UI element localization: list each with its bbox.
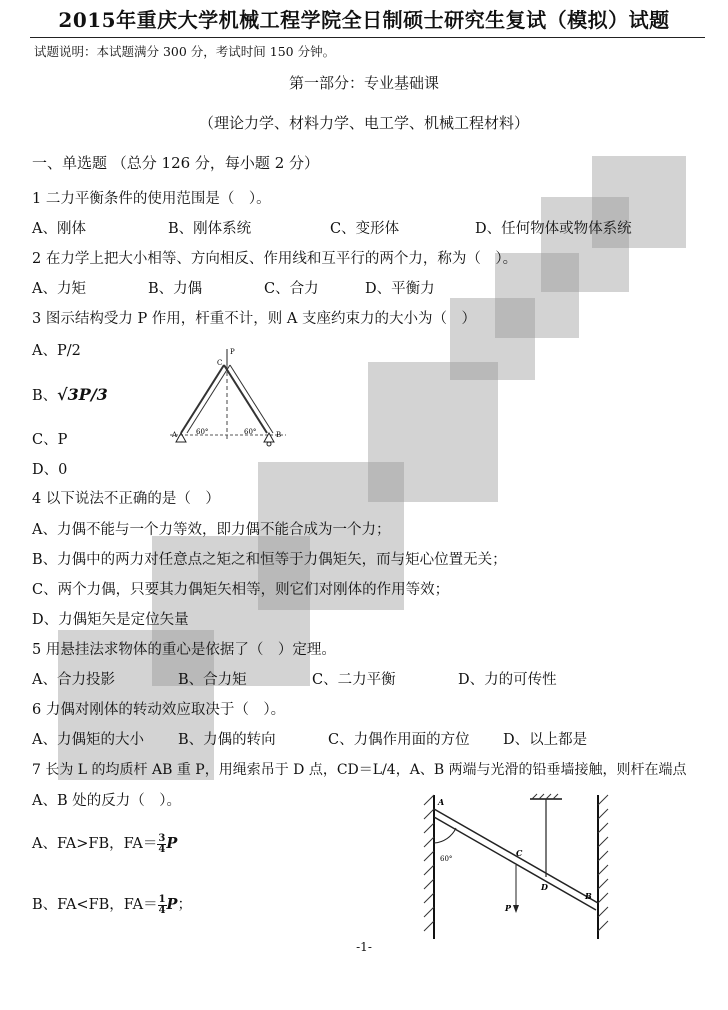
fraction-denominator: 4 <box>158 904 166 916</box>
question-5: 5 用悬挂法求物体的重心是依据了（ ）定理。 <box>32 642 336 658</box>
support-a <box>176 433 186 442</box>
subjects-line: （理论力学、材料力学、电工学、机械工程材料） <box>198 114 529 132</box>
label-a: A <box>172 431 178 439</box>
q3-option-c: C、P <box>32 432 68 448</box>
q3-option-a: A、P/2 <box>32 343 81 359</box>
q2-option-a: A、力矩 <box>32 281 86 297</box>
q4-option-d: D、力偶矩矢是定位矢量 <box>32 612 189 628</box>
q5-option-c: C、二力平衡 <box>312 672 396 688</box>
q1-option-a: A、刚体 <box>32 221 86 237</box>
page-title: 2015年重庆大学机械工程学院全日制硕士研究生复试（模拟）试题 <box>58 8 670 32</box>
q7-option-a-fraction <box>157 834 166 855</box>
q4-option-a: A、力偶不能与一个力等效，即力偶不能合成为一个力； <box>32 522 391 538</box>
angle-a-label: 60° <box>196 428 209 436</box>
right-wall-hatching <box>598 795 608 931</box>
q6-option-c: C、力偶作用面的方位 <box>328 732 470 748</box>
angle-arc <box>434 828 456 843</box>
q1-option-b: B、刚体系统 <box>168 221 252 237</box>
rod-ab-bottom-edge <box>434 817 596 910</box>
question-6: 6 力偶对刚体的转动效应取决于（ ）。 <box>32 702 286 718</box>
truss-member-bc <box>224 365 267 433</box>
fraction-numerator: 1 <box>158 893 166 905</box>
question-4: 4 以下说法不正确的是（ ） <box>32 491 220 507</box>
q7-option-a-label: A、FA>FB，FA＝ <box>32 836 158 852</box>
q5-option-b: B、合力矩 <box>178 672 247 688</box>
roller-b <box>267 442 271 446</box>
question-1: 1 二力平衡条件的使用范围是（ ）。 <box>32 191 271 207</box>
q1-option-c: C、变形体 <box>330 221 400 237</box>
q7-option-a-variable: P <box>166 835 178 852</box>
label-p: P <box>230 348 235 356</box>
angle-label: 60° <box>440 855 453 863</box>
section-heading: 一、单选题 （总分 126 分，每小题 2 分） <box>32 154 320 172</box>
support-b <box>264 433 274 442</box>
part-title: 第一部分：专业基础课 <box>288 74 439 92</box>
q2-option-b: B、力偶 <box>148 281 203 297</box>
q4-option-b: B、力偶中的两力对任意点之矩之和恒等于力偶矩矢，而与矩心位置无关； <box>32 552 507 568</box>
q7-option-a <box>32 832 177 855</box>
exam-note: 试题说明：本试题满分 300 分，考试时间 150 分钟。 <box>34 44 336 59</box>
truss-member-bc-inner <box>230 365 273 433</box>
fraction-denominator: 4 <box>158 843 166 855</box>
label-d: D <box>541 882 548 892</box>
q7-option-b <box>32 893 192 916</box>
q5-option-a: A、合力投影 <box>32 672 115 688</box>
q7-option-b-fraction <box>158 895 167 916</box>
q2-option-d: D、平衡力 <box>365 281 435 297</box>
q4-option-c: C、两个力偶，只要其力偶矩矢相等，则它们对刚体的作用等效； <box>32 582 450 598</box>
load-arrow-head <box>513 905 519 913</box>
q7-option-b-variable: P <box>166 896 178 913</box>
question-7-line-2: A、B 处的反力（ ）。 <box>32 793 181 809</box>
truss-figure <box>168 345 293 453</box>
q6-option-d: D、以上都是 <box>503 732 588 748</box>
q1-option-d: D、任何物体或物体系统 <box>475 221 632 237</box>
fraction-numerator: 3 <box>158 832 166 844</box>
page-number: -1- <box>356 940 372 954</box>
label-b: B <box>276 431 282 439</box>
q7-option-b-label: B、FA<FB，FA＝ <box>32 897 158 913</box>
truss-member-ac-inner <box>187 365 230 433</box>
label-c: C <box>217 359 223 367</box>
q7-option-b-suffix: ； <box>177 897 192 913</box>
label-a: A <box>438 797 445 807</box>
q6-option-b: B、力偶的转向 <box>178 732 276 748</box>
q3-option-b <box>32 384 108 405</box>
question-7-line-1: 7 长为 L 的均质杆 AB 重 P，用绳索吊于 D 点，CD＝L/4，A、B 两端与光滑的铅垂墙接触，则杆在端点 <box>32 762 687 778</box>
q3-option-b-label: B、 <box>32 388 58 404</box>
q3-option-b-formula: √3P/3 <box>57 385 108 404</box>
question-3: 3 图示结构受力 P 作用，杆重不计，则 A 支座约束力的大小为（ ） <box>32 311 476 327</box>
rod-wall-figure <box>420 793 620 941</box>
label-b: B <box>585 891 592 901</box>
q6-option-a: A、力偶矩的大小 <box>32 732 144 748</box>
label-p: P <box>505 903 512 913</box>
q2-option-c: C、合力 <box>264 281 319 297</box>
q5-option-d: D、力的可传性 <box>458 672 557 688</box>
title-divider <box>30 37 705 38</box>
q3-option-d: D、0 <box>32 462 68 478</box>
angle-b-label: 60° <box>244 428 257 436</box>
label-c: C <box>516 848 523 858</box>
question-2: 2 在力学上把大小相等、方向相反、作用线和互平行的两个力，称为（ ）。 <box>32 251 518 267</box>
truss-member-ac <box>181 365 224 433</box>
left-wall-hatching <box>424 795 434 931</box>
